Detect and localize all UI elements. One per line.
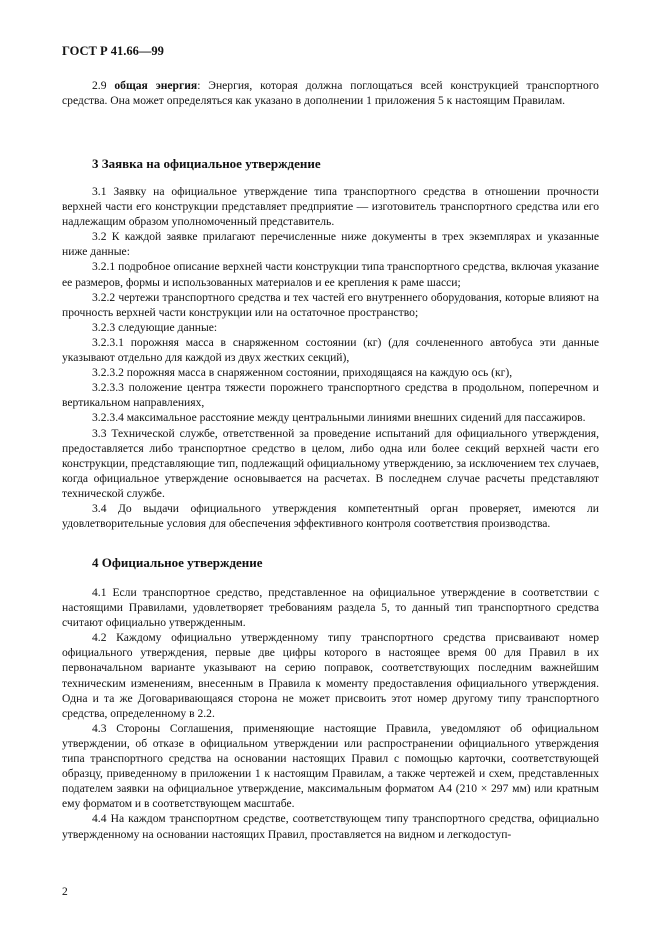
page-number: 2 bbox=[62, 886, 68, 898]
paragraph: 3.2.3.3 положение центра тяжести порожнего транспортного средства в продольном, поперечном и вертикальном направлениях, bbox=[62, 381, 599, 410]
paragraph: 3.2.3.2 порожняя масса в снаряженном состоянии, приходящаяся на каждую ось (кг), bbox=[92, 366, 513, 380]
paragraph: 4.3 Стороны Соглашения, применяющие настоящие Правила, уведомляют об официальном утверждении, об отказе в официальном утверждении или распространении официального утверждения типа транспортного средства на основании настоящих Правил с помощью карточки, соответствующей образцу, приведенному в приложении 1 к настоящим Правилам, а также чертежей и схем, представленных подателем заявки на официальное утверждение, максимальным форматом А4 (210 × 297 мм) или кратным ему форматом и в соответствующем масштабе. bbox=[62, 721, 599, 811]
section-4-body bbox=[62, 585, 599, 842]
paragraph: 3.2.2 чертежи транспортного средства и тех частей его внутреннего оборудования, которые влияют на прочность верхней части конструкции или на остаточное пространство; bbox=[62, 290, 599, 319]
paragraph: 3.2.1 подробное описание верхней части конструкции типа транспортного средства, включая указание ее размеров, формы и использованных материалов и ее крепления к раме шасси; bbox=[62, 260, 599, 289]
term-number: 2.9 bbox=[92, 79, 107, 92]
paragraph: 3.2.3.4 максимальное расстояние между центральными линиями внешних сидений для пассажиров. bbox=[92, 411, 586, 425]
section-3-title: 3 Заявка на официальное утверждение bbox=[92, 156, 321, 171]
paragraph: 3.2.3.1 порожняя масса в снаряженном состоянии (кг) (для сочлененного автобуса эти данные указывают отдельно для каждой из двух жестких секций), bbox=[62, 335, 599, 365]
document-header: ГОСТ Р 41.66—99 bbox=[62, 44, 164, 58]
paragraph: 4.4 На каждом транспортном средстве, соответствующем типу транспортного средства, официально утвержденному на основании настоящих Правил, проставляется на видном и легкодоступ- bbox=[62, 812, 599, 841]
paragraph: 3.3 Технической службе, ответственной за проведение испытаний для официального утверждения, предоставляется либо транспортное средство в целом, либо одна или более секций верхней части его конструкции, представляющие тип, подлежащий официальному утверждению, за исключением тех случаев, когда официальное утверждение основывается на расчетах. В последнем случае расчеты представляют технической службе. bbox=[62, 426, 599, 500]
term-name: общая энергия bbox=[114, 79, 198, 92]
section-4-title: 4 Официальное утверждение bbox=[92, 555, 263, 570]
term-definition: : Энергия, которая должна поглощаться всей конструкцией транспортного средства. Она может определяться как указано в дополнении 1 приложения 5 к настоящим Правилам. bbox=[62, 79, 599, 108]
paragraph: 3.4 До выдачи официального утверждения компетентный орган проверяет, имеются ли удовлетворительные условия для обеспечения эффективного контроля соответствия производства. bbox=[62, 501, 599, 531]
paragraph: 3.2.3 следующие данные: bbox=[92, 320, 218, 334]
clause-2-9 bbox=[62, 78, 599, 108]
paragraph: 3.1 Заявку на официальное утверждение типа транспортного средства в отношении прочности верхней части его конструкции представляет предприятие — изготовитель транспортного средства или его надлежащим образом уполномоченный представитель. bbox=[62, 185, 599, 229]
paragraph: 4.2 Каждому официально утвержденному типу транспортного средства присваивают номер официального утверждения, первые две цифры которого в настоящее время 00 для Правил в их первоначальном варианте указывают на серию поправок, соответствующих последним важнейшим техническим изменениям, внесенным в Правила к моменту предоставления официального утверждения. Одна и та же Договаривающаяся сторона не может присвоить этот номер другому типу транспортного средства, определенному в 2.2. bbox=[62, 631, 599, 720]
paragraph: 4.1 Если транспортное средство, представленное на официальное утверждение в соответствии с настоящими Правилами, удовлетворяет требованиям раздела 5, то данный тип транспортного средства считают официально утвержденным. bbox=[62, 586, 599, 630]
section-3-body bbox=[62, 184, 599, 531]
paragraph: 3.2 К каждой заявке прилагают перечисленные ниже документы в трех экземплярах и указанные ниже данные: bbox=[62, 230, 599, 259]
